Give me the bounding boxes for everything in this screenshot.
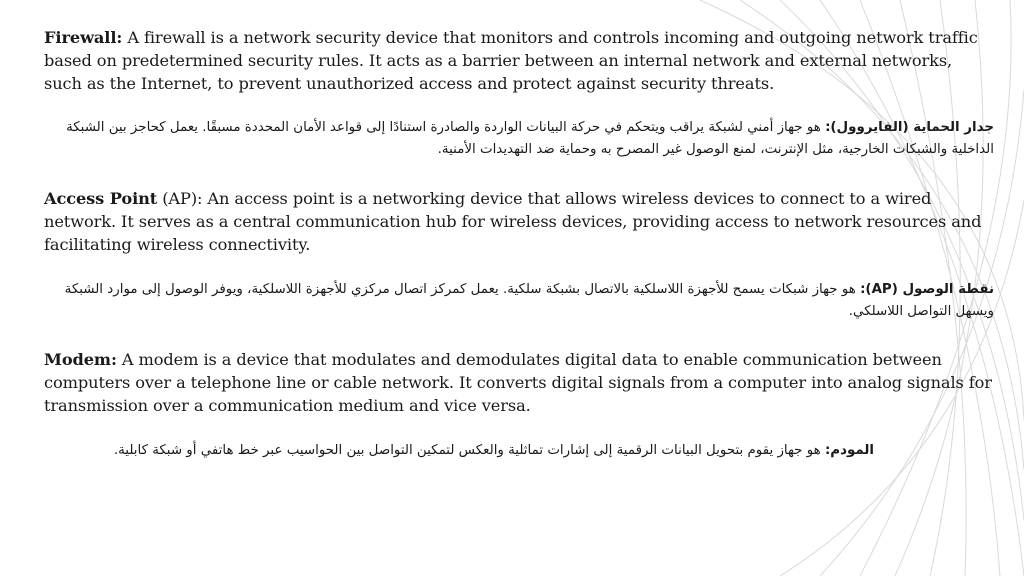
- modem-term: Modem:: [44, 350, 117, 369]
- firewall-arabic-definition: [44, 117, 994, 161]
- access-point-term: Access Point: [44, 189, 158, 208]
- access-point-arabic-text: هو جهاز شبكات يسمح للأجهزة اللاسلكية بالاتصال بشبكة سلكية. يعمل كمركز اتصال مركزي للأجهزة اللاسلكية، ويوفر الوصول إلى موارد الشبكة ويسهل التواصل اللاسلكي.: [64, 282, 994, 319]
- firewall-arabic-text: هو جهاز أمني لشبكة يراقب ويتحكم في حركة البيانات الواردة والصادرة استنادًا إلى قواعد الأمان المحددة مسبقًا. يعمل كحاجز بين الشبكة الداخلية والشبكات الخارجية، مثل الإنترنت، لمنع الوصول غير المصرح به وحماية ضد التهديدات الأمنية.: [66, 120, 994, 157]
- modem-arabic-definition: [44, 440, 874, 462]
- access-point-text: (AP): An access point is a networking device that allows wireless devices to connect to a wired network. It serves as a central communication hub for wireless devices, providing access to network resources and facilitating wireless connectivity.: [44, 189, 982, 254]
- modem-text: A modem is a device that modulates and demodulates digital data to enable communication between computers over a telephone line or cable network. It converts digital signals from a computer into analog signals for transmission over a communication medium and vice versa.: [44, 350, 992, 415]
- firewall-definition: [44, 26, 994, 95]
- access-point-arabic-term: نقطة الوصول (AP):: [860, 282, 994, 297]
- access-point-arabic-definition: [44, 279, 994, 323]
- firewall-text: A firewall is a network security device that monitors and controls incoming and outgoing network traffic based on predetermined security rules. It acts as a barrier between an internal network and external networks, such as the Internet, to prevent unauthorized access and protect against security threats.: [44, 28, 978, 93]
- modem-arabic-term: المودم:: [824, 443, 874, 458]
- access-point-definition: [44, 187, 994, 256]
- firewall-arabic-term: جدار الحماية (الفايروول):: [825, 120, 994, 135]
- firewall-term: Firewall:: [44, 28, 123, 47]
- modem-arabic-text: هو جهاز يقوم بتحويل البيانات الرقمية إلى إشارات تماثلية والعكس لتمكين التواصل بين الحواسيب عبر خط هاتفي أو شبكة كابلية.: [113, 443, 825, 458]
- modem-definition: [44, 348, 994, 417]
